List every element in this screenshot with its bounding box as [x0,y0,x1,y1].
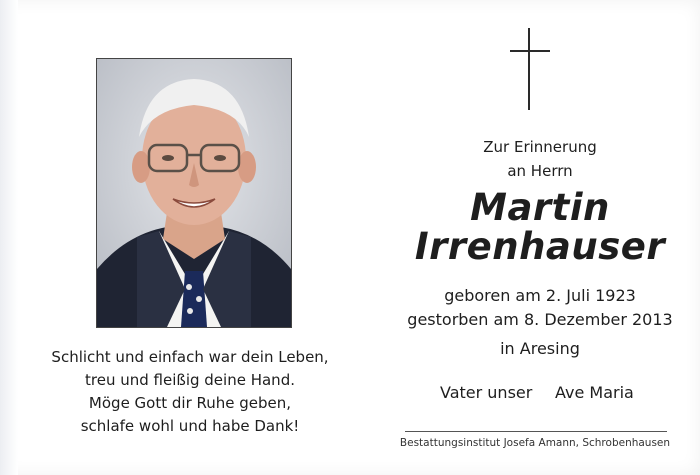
divider [405,431,667,432]
verse-line: treu und fleißig deine Hand. [85,371,295,389]
prayer-1: Vater unser [440,383,533,402]
funeral-home: Bestattungsinstitut Josefa Amann, Schrobenhausen [399,437,671,449]
first-name: Martin [470,186,610,229]
last-name: Irrenhauser [414,225,666,268]
intro-line-2: an Herrn [507,162,573,180]
birth-date: geboren am 2. Juli 1923 [444,286,636,305]
death-date: gestorben am 8. Dezember 2013 [407,310,673,329]
card-edge-shadow [0,0,18,475]
prayer-2: Ave Maria [555,383,634,402]
verse [40,346,340,438]
place: in Aresing [500,339,580,358]
verse-line: Möge Gott dir Ruhe geben, [88,394,292,412]
verse-line: Schlicht und einfach war dein Leben, [51,348,329,366]
portrait-photo [96,58,292,328]
verse-line: schlafe wohl und habe Dank! [80,417,300,435]
intro-line-1: Zur Erinnerung [483,138,597,156]
cross-icon [510,28,550,110]
